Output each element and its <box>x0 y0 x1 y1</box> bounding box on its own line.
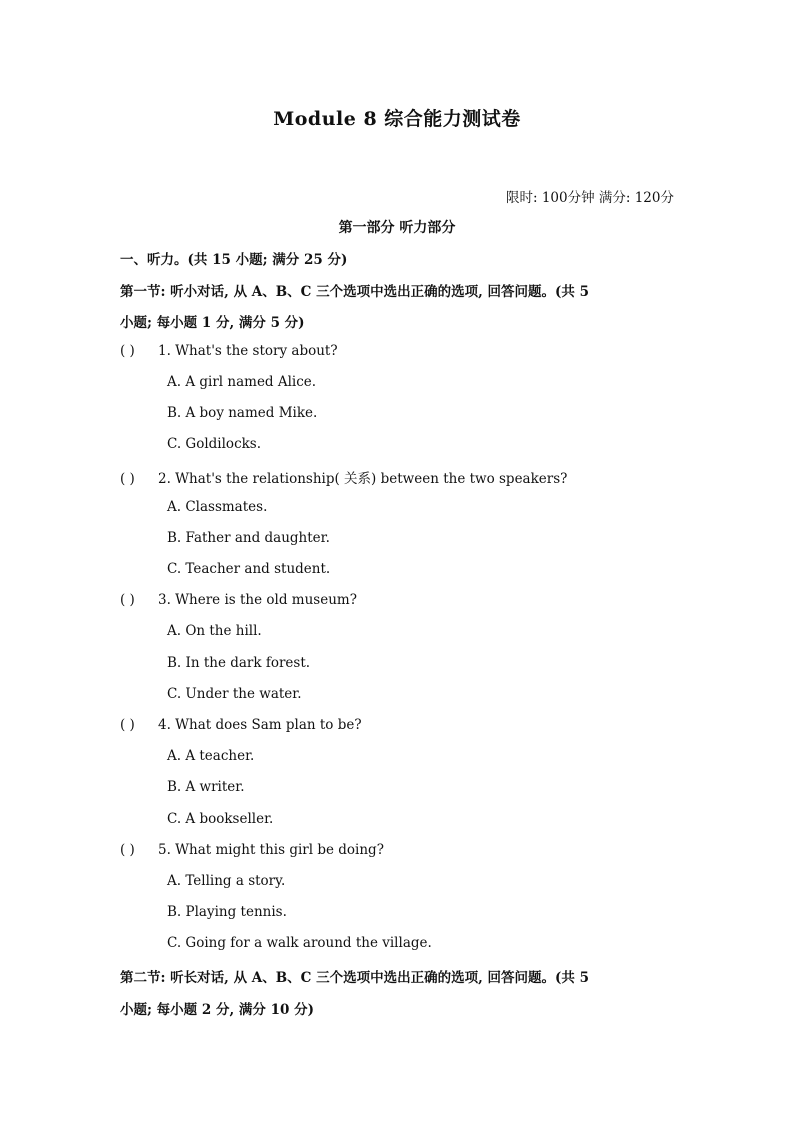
option-c: C. Teacher and student. <box>167 561 331 577</box>
section2-instruction-line2: 小题; 每小题 2 分, 满分 10 分) <box>120 1002 314 1018</box>
question-text: 3. Where is the old museum? <box>158 592 357 608</box>
section1-instruction-line2: 小题; 每小题 1 分, 满分 5 分) <box>120 315 305 331</box>
answer-blank[interactable]: ( ) <box>120 592 135 608</box>
option-c: C. A bookseller. <box>167 811 274 827</box>
part-heading: 第一部分 听力部分 <box>338 220 456 236</box>
option-a: A. A girl named Alice. <box>167 374 317 390</box>
question-5 <box>120 842 384 858</box>
section2-instruction-line1: 第二节: 听长对话, 从 A、B、C 三个选项中选出正确的选项, 回答问题。(共 5 <box>120 970 589 986</box>
answer-blank[interactable]: ( ) <box>120 717 135 733</box>
question-2 <box>120 467 567 487</box>
option-b: B. Playing tennis. <box>167 904 287 920</box>
answer-blank[interactable]: ( ) <box>120 842 135 858</box>
answer-blank[interactable]: ( ) <box>120 343 135 359</box>
option-b: B. A writer. <box>167 779 245 795</box>
section1-instruction-line1: 第一节: 听小对话, 从 A、B、C 三个选项中选出正确的选项, 回答问题。(共 5 <box>120 284 589 300</box>
question-text: 2. What's the relationship( 关系) between the two speakers? <box>158 471 568 487</box>
option-a: A. A teacher. <box>167 748 255 764</box>
option-c: C. Goldilocks. <box>167 436 262 452</box>
option-a: A. Telling a story. <box>167 873 286 889</box>
page-title: Module 8 综合能力测试卷 <box>273 108 521 130</box>
answer-blank[interactable]: ( ) <box>120 471 135 487</box>
time-score-info: 限时: 100分钟 满分: 120分 <box>505 190 674 206</box>
question-text: 4. What does Sam plan to be? <box>158 717 362 733</box>
question-4 <box>120 717 362 733</box>
question-1 <box>120 343 338 359</box>
option-b: B. A boy named Mike. <box>167 405 318 421</box>
question-text: 1. What's the story about? <box>158 343 338 359</box>
option-c: C. Going for a walk around the village. <box>167 935 432 951</box>
option-a: A. On the hill. <box>167 623 262 639</box>
question-3 <box>120 592 357 608</box>
option-b: B. Father and daughter. <box>167 530 330 546</box>
option-a: A. Classmates. <box>167 499 268 515</box>
question-text: 5. What might this girl be doing? <box>158 842 384 858</box>
option-b: B. In the dark forest. <box>167 655 311 671</box>
section-heading: 一、听力。(共 15 小题; 满分 25 分) <box>120 252 348 268</box>
option-c: C. Under the water. <box>167 686 302 702</box>
